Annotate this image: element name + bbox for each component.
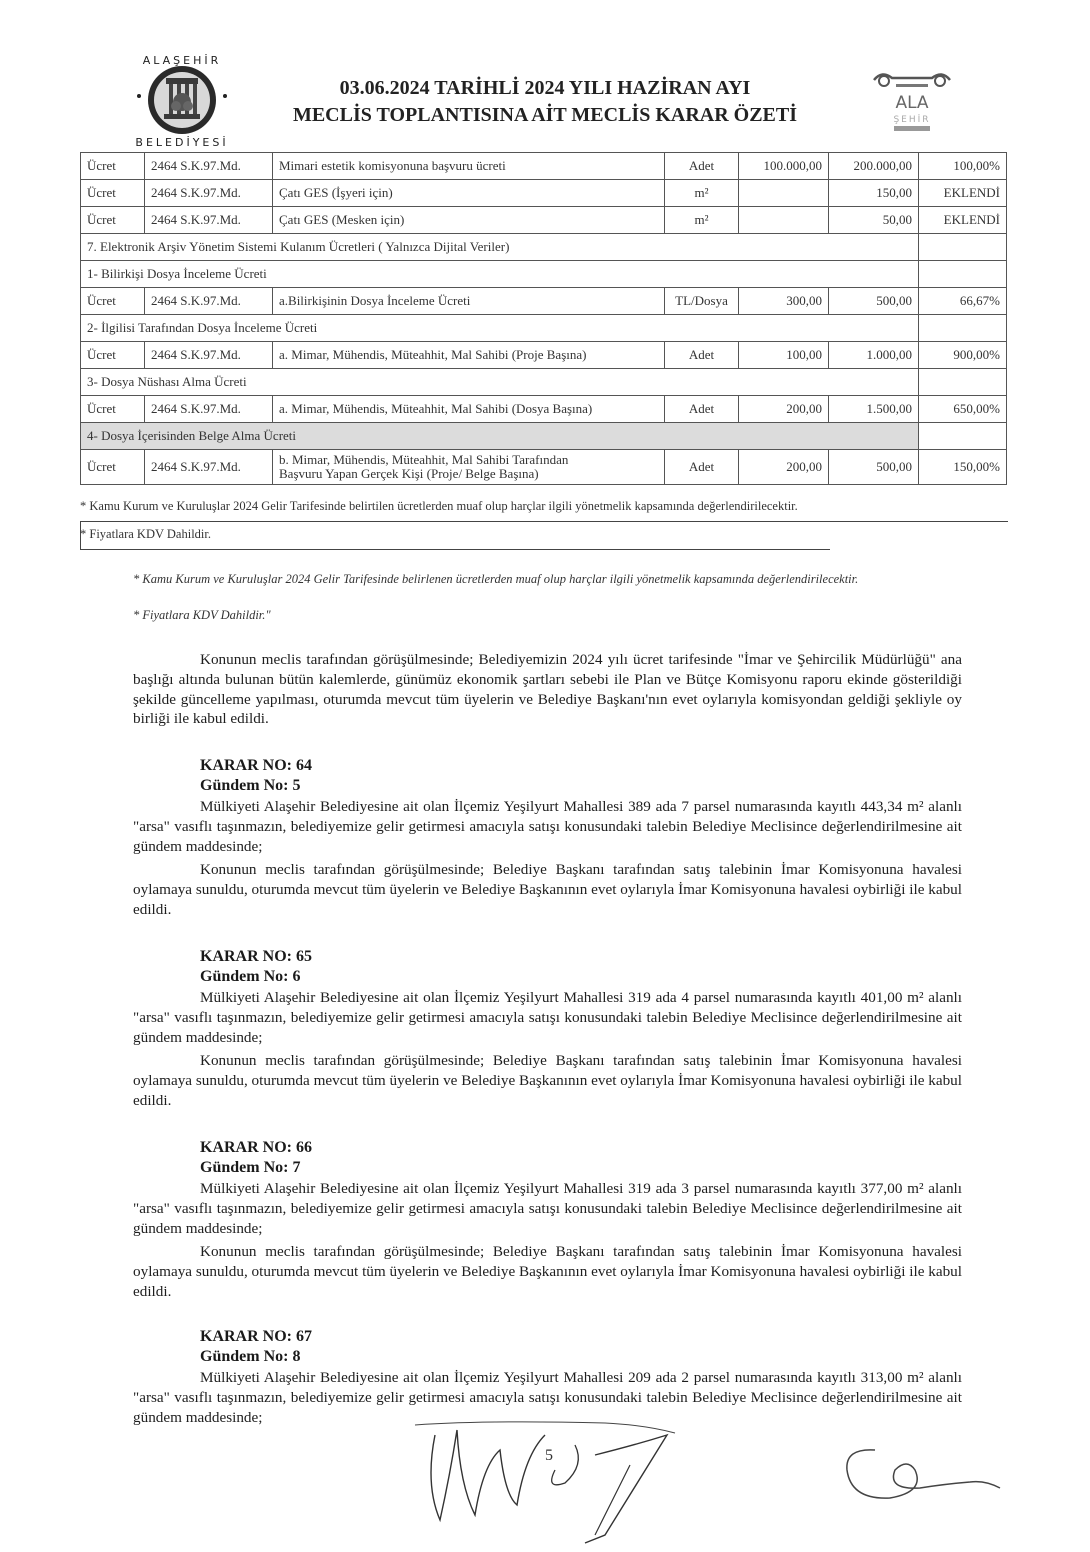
new-price-cell: 1.000,00 (829, 342, 919, 369)
signature-left (405, 1395, 695, 1545)
item-description-cell: a.Bilirkişinin Dosya İnceleme Ücreti (273, 288, 665, 315)
law-reference-cell: 2464 S.K.97.Md. (145, 450, 273, 485)
fee-type-cell: Ücret (81, 396, 145, 423)
fee-type-cell: Ücret (81, 450, 145, 485)
svg-text:ALA: ALA (895, 93, 929, 113)
fee-type-cell: Ücret (81, 153, 145, 180)
decision-text: Mülkiyeti Alaşehir Belediyesine ait olan İlçemiz Yeşilyurt Mahallesi 209 ada 2 parsel numarasında kayıtlı 313,00 m² alanlı "arsa" vasıflı taşınmazın, belediyemize gelir getirmesi amacıyla satışı konusundaki talebin Belediye Meclisince değerlendirilmesine ait gündem maddesinde; (133, 1369, 962, 1426)
item-description-line-1: b. Mimar, Mühendis, Müteahhit, Mal Sahibi Tarafından (279, 452, 569, 467)
decision-text: Mülkiyeti Alaşehir Belediyesine ait olan İlçemiz Yeşilyurt Mahallesi 319 ada 3 parsel numarasında kayıtlı 377,00 m² alanlı "arsa" vasıflı taşınmazın, belediyemize gelir getirmesi amacıyla satışı konusundaki talebin Belediye Meclisince değerlendirilmesine ait gündem maddesinde; (133, 1180, 962, 1237)
old-price-cell: 200,00 (739, 450, 829, 485)
new-price-cell: 500,00 (829, 450, 919, 485)
fee-table (80, 152, 1007, 485)
decision-text: Mülkiyeti Alaşehir Belediyesine ait olan İlçemiz Yeşilyurt Mahallesi 389 ada 7 parsel numarasında kayıtlı 443,34 m² alanlı "arsa" vasıflı taşınmazın, belediyemize gelir getirmesi amacıyla satışı konusundaki talebin Belediye Meclisince değerlendirilmesine ait gündem maddesinde; (133, 798, 962, 855)
table-note-vat: * Fiyatlara KDV Dahildir. (80, 527, 211, 541)
svg-text:ALAŞEHİR: ALAŞEHİR (142, 54, 222, 67)
italic-note-exemption: * Kamu Kurum ve Kuruluşlar 2024 Gelir Tarifesinde belirlenen ücretlerden muaf olup harçlar ilgili yönetmelik kapsamında değerlendirilecektir. (133, 572, 859, 586)
item-description-line-2: Başvuru Yapan Gerçek Kişi (Proje/ Belge Başına) (279, 466, 539, 481)
law-reference-cell: 2464 S.K.97.Md. (145, 396, 273, 423)
svg-text:BELEDİYESİ: BELEDİYESİ (135, 136, 229, 149)
old-price-cell: 100.000,00 (739, 153, 829, 180)
empty-cell (919, 423, 1007, 450)
new-price-cell: 200.000,00 (829, 153, 919, 180)
section-heading-cell: 3- Dosya Nüshası Alma Ücreti (81, 369, 919, 396)
fee-type-cell: Ücret (81, 180, 145, 207)
decision-number: KARAR NO: 66 (200, 1139, 312, 1156)
old-price-cell (739, 180, 829, 207)
empty-cell (919, 261, 1007, 288)
change-rate-cell: 66,67% (919, 288, 1007, 315)
signature-right (835, 1440, 1015, 1520)
law-reference-cell: 2464 S.K.97.Md. (145, 288, 273, 315)
svg-text:ŞEHİR: ŞEHİR (893, 115, 931, 125)
change-rate-cell: 900,00% (919, 342, 1007, 369)
intro-paragraph (133, 650, 962, 729)
document-title-line-2: MECLİS TOPLANTISINA AİT MECLİS KARAR ÖZETİ (292, 104, 798, 126)
law-reference-cell: 2464 S.K.97.Md. (145, 342, 273, 369)
fee-type-cell: Ücret (81, 288, 145, 315)
fee-type-cell: Ücret (81, 342, 145, 369)
old-price-cell: 100,00 (739, 342, 829, 369)
unit-cell: TL/Dosya (665, 288, 739, 315)
table-row (81, 396, 1007, 423)
item-description-cell: a. Mimar, Mühendis, Müteahhit, Mal Sahibi (Dosya Başına) (273, 396, 665, 423)
unit-cell: Adet (665, 153, 739, 180)
decision-paragraph (133, 988, 962, 1047)
table-row (81, 288, 1007, 315)
change-rate-cell: EKLENDİ (919, 207, 1007, 234)
decision-number: KARAR NO: 67 (200, 1328, 312, 1345)
fee-type-cell: Ücret (81, 207, 145, 234)
law-reference-cell: 2464 S.K.97.Md. (145, 153, 273, 180)
change-rate-cell: 150,00% (919, 450, 1007, 485)
empty-cell (919, 369, 1007, 396)
page-number: 5 (545, 1447, 553, 1464)
decision-paragraph (133, 1242, 962, 1301)
agenda-number: Gündem No: 5 (200, 777, 301, 794)
table-row (81, 342, 1007, 369)
old-price-cell: 200,00 (739, 396, 829, 423)
change-rate-cell: 650,00% (919, 396, 1007, 423)
item-description-cell (273, 450, 665, 485)
table-section-row (81, 315, 1007, 342)
empty-cell (919, 234, 1007, 261)
table-section-row (81, 369, 1007, 396)
item-description-cell: a. Mimar, Mühendis, Müteahhit, Mal Sahibi (Proje Başına) (273, 342, 665, 369)
section-heading-cell: 7. Elektronik Arşiv Yönetim Sistemi Kulanım Ücretleri ( Yalnızca Dijital Veriler) (81, 234, 919, 261)
change-rate-cell: EKLENDİ (919, 180, 1007, 207)
decision-text: Mülkiyeti Alaşehir Belediyesine ait olan İlçemiz Yeşilyurt Mahallesi 319 ada 4 parsel numarasında kayıtlı 401,00 m² alanlı "arsa" vasıflı taşınmazın, belediyemize gelir getirmesi amacıyla satışı konusundaki talebin Belediye Meclisince değerlendirilmesine ait gündem maddesinde; (133, 989, 962, 1046)
table-section-row (81, 261, 1007, 288)
decision-number: KARAR NO: 64 (200, 757, 312, 774)
agenda-number: Gündem No: 6 (200, 968, 301, 985)
intro-paragraph-text: Konunun meclis tarafından görüşülmesinde; Belediyemizin 2024 yılı ücret tarifesinde "İmar ve Şehircilik Müdürlüğü" ana başlığı altında bulunan bütün kalemlerde, günümüz ekonomik şartları sebebi ile Plan ve Bütçe Komisyonu raporu ekinde gösterildiği şekilde güncelleme yapılması, oturumda mevcut tüm üyelerin ve Belediye Başkanı'nın evet oylarıyla komisyondan geldiği şekliyle oy birliği ile kabul edildi. (133, 651, 962, 728)
unit-cell: Adet (665, 396, 739, 423)
unit-cell: Adet (665, 450, 739, 485)
new-price-cell: 150,00 (829, 180, 919, 207)
divider (80, 521, 1008, 522)
unit-cell: m² (665, 207, 739, 234)
decision-paragraph (133, 797, 962, 856)
item-description-cell: Mimari estetik komisyonuna başvuru ücreti (273, 153, 665, 180)
table-section-row (81, 423, 1007, 450)
law-reference-cell: 2464 S.K.97.Md. (145, 180, 273, 207)
item-description-cell: Çatı GES (İşyeri için) (273, 180, 665, 207)
decision-number: KARAR NO: 65 (200, 948, 312, 965)
unit-cell: m² (665, 180, 739, 207)
table-row (81, 207, 1007, 234)
italic-note-vat: * Fiyatlara KDV Dahildir." (133, 608, 271, 622)
old-price-cell: 300,00 (739, 288, 829, 315)
old-price-cell (739, 207, 829, 234)
section-heading-cell: 2- İlgilisi Tarafından Dosya İnceleme Ücreti (81, 315, 919, 342)
table-note-exemption: * Kamu Kurum ve Kuruluşlar 2024 Gelir Tarifesinde belirtilen ücretlerden muaf olup harçlar ilgili yönetmelik kapsamında değerlendirilecektir. (80, 499, 798, 513)
divider (80, 549, 830, 550)
municipality-seal-logo (126, 44, 238, 156)
section-heading-cell: 1- Bilirkişi Dosya İnceleme Ücreti (81, 261, 919, 288)
decision-paragraph (133, 1051, 962, 1110)
agenda-number: Gündem No: 7 (200, 1159, 301, 1176)
decision-paragraph (133, 1179, 962, 1238)
decision-paragraph (133, 860, 962, 919)
unit-cell: Adet (665, 342, 739, 369)
table-row (81, 180, 1007, 207)
decision-text: Konunun meclis tarafından görüşülmesinde; Belediye Başkanı tarafından satış talebinin İmar Komisyonuna havalesi oylamaya sunuldu, oturumda mevcut tüm üyelerin ve Belediye Başkanının evet oylarıyla İmar Komisyonuna havalesi oybirliği ile kabul edildi. (133, 861, 962, 918)
table-row (81, 450, 1007, 485)
ala-sehir-logo (868, 68, 956, 134)
document-title-line-1: 03.06.2024 TARİHLİ 2024 YILI HAZİRAN AYI (339, 77, 751, 99)
change-rate-cell: 100,00% (919, 153, 1007, 180)
decision-text: Konunun meclis tarafından görüşülmesinde; Belediye Başkanı tarafından satış talebinin İmar Komisyonuna havalesi oylamaya sunuldu, oturumda mevcut tüm üyelerin ve Belediye Başkanının evet oylarıyla İmar Komisyonuna havalesi oybirliği ile kabul edildi. (133, 1243, 962, 1300)
table-section-row (81, 234, 1007, 261)
item-description-cell: Çatı GES (Mesken için) (273, 207, 665, 234)
new-price-cell: 50,00 (829, 207, 919, 234)
table-row (81, 153, 1007, 180)
decision-text: Konunun meclis tarafından görüşülmesinde; Belediye Başkanı tarafından satış talebinin İmar Komisyonuna havalesi oylamaya sunuldu, oturumda mevcut tüm üyelerin ve Belediye Başkanının evet oylarıyla İmar Komisyonuna havalesi oybirliği ile kabul edildi. (133, 1052, 962, 1109)
section-heading-cell: 4- Dosya İçerisinden Belge Alma Ücreti (81, 423, 919, 450)
agenda-number: Gündem No: 8 (200, 1348, 301, 1365)
new-price-cell: 500,00 (829, 288, 919, 315)
law-reference-cell: 2464 S.K.97.Md. (145, 207, 273, 234)
new-price-cell: 1.500,00 (829, 396, 919, 423)
empty-cell (919, 315, 1007, 342)
